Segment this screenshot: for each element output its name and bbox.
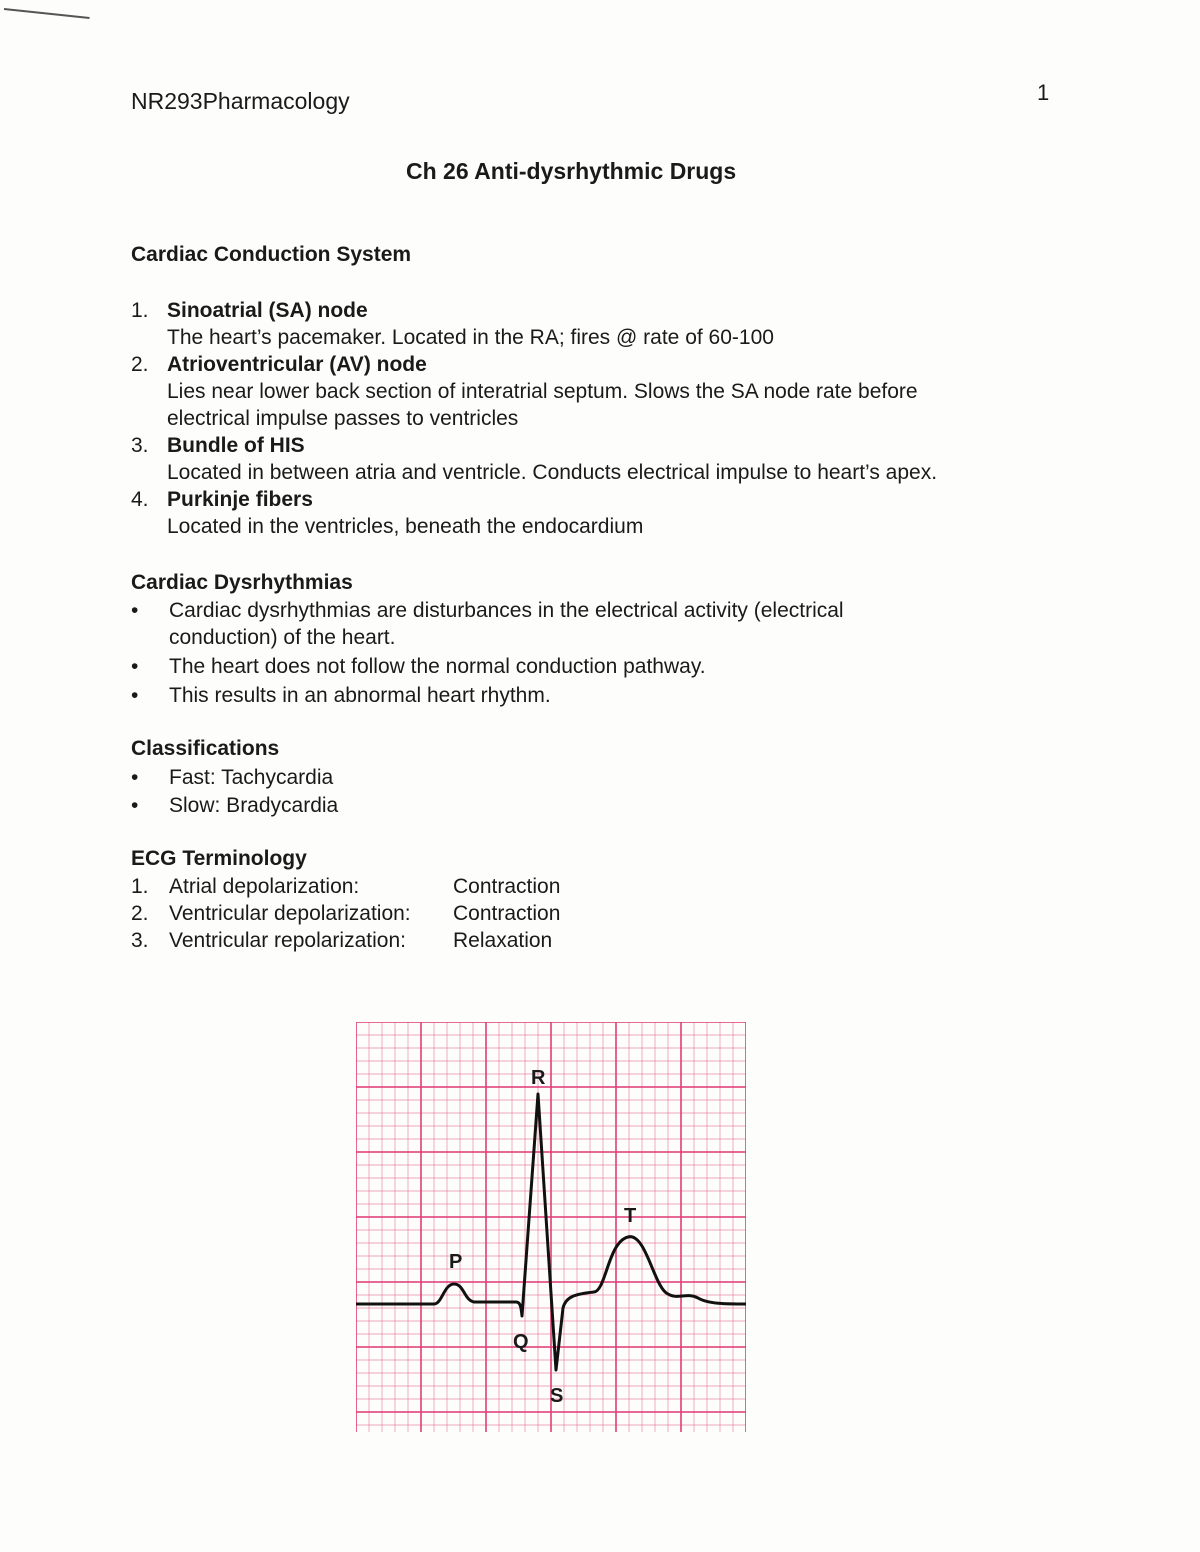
conduction-item bbox=[131, 432, 937, 486]
scan-artifact-line bbox=[4, 8, 90, 19]
heading-classifications: Classifications bbox=[131, 737, 280, 760]
heading-conduction-system: Cardiac Conduction System bbox=[131, 243, 412, 266]
conduction-list bbox=[131, 297, 937, 540]
term-row bbox=[131, 927, 560, 954]
bullet-item bbox=[131, 653, 844, 680]
course-header: NR293Pharmacology bbox=[131, 88, 350, 114]
ecg-grid bbox=[356, 1022, 746, 1432]
item-desc: Located in between atria and ventricle. Conducts electrical impulse to heart’s apex. bbox=[167, 461, 938, 484]
document-title: Ch 26 Anti-dysrhythmic Drugs bbox=[406, 158, 737, 184]
wave-label-q: Q bbox=[513, 1331, 529, 1353]
wave-label-p: P bbox=[449, 1251, 463, 1273]
term-value: Relaxation bbox=[453, 929, 553, 952]
term-label: Ventricular depolarization: bbox=[169, 902, 411, 925]
dysrhythmias-list bbox=[131, 597, 844, 709]
bullet-dot: • bbox=[131, 794, 139, 817]
list-number: 2. bbox=[131, 902, 149, 925]
bullet-text: Slow: Bradycardia bbox=[169, 794, 339, 817]
item-title: Bundle of HIS bbox=[167, 434, 305, 457]
bullet-item bbox=[131, 682, 844, 709]
conduction-item bbox=[131, 486, 937, 540]
term-label: Ventricular repolarization: bbox=[169, 929, 406, 952]
bullet-item bbox=[131, 597, 844, 651]
bullet-dot: • bbox=[131, 599, 139, 622]
list-number: 4. bbox=[131, 488, 149, 511]
bullet-text: Cardiac dysrhythmias are disturbances in the electrical activity (electrical bbox=[169, 599, 844, 622]
wave-label-s: S bbox=[550, 1385, 564, 1407]
bullet-dot: • bbox=[131, 684, 139, 707]
bullet-dot: • bbox=[131, 766, 139, 789]
page-number: 1 bbox=[1037, 80, 1050, 105]
list-number: 1. bbox=[131, 299, 149, 322]
term-value: Contraction bbox=[453, 875, 561, 898]
list-number: 3. bbox=[131, 929, 149, 952]
heading-dysrhythmias: Cardiac Dysrhythmias bbox=[131, 571, 353, 594]
conduction-item bbox=[131, 297, 937, 351]
ecg-waveform-figure bbox=[356, 1022, 746, 1432]
list-number: 1. bbox=[131, 875, 149, 898]
bullet-text: The heart does not follow the normal conduction pathway. bbox=[169, 655, 706, 678]
bullet-item bbox=[131, 764, 338, 791]
ecg-terminology-list bbox=[131, 873, 560, 954]
term-row bbox=[131, 873, 560, 900]
term-label: Atrial depolarization: bbox=[169, 875, 360, 898]
wave-label-r: R bbox=[531, 1067, 546, 1089]
item-desc: Lies near lower back section of interatrial septum. Slows the SA node rate before bbox=[167, 380, 918, 403]
bullet-text: This results in an abnormal heart rhythm. bbox=[169, 684, 551, 707]
item-title: Atrioventricular (AV) node bbox=[167, 353, 427, 376]
classifications-list bbox=[131, 764, 338, 819]
bullet-dot: • bbox=[131, 655, 139, 678]
item-desc: electrical impulse passes to ventricles bbox=[167, 407, 519, 430]
term-row bbox=[131, 900, 560, 927]
term-value: Contraction bbox=[453, 902, 561, 925]
item-desc: The heart’s pacemaker. Located in the RA; fires @ rate of 60-100 bbox=[167, 326, 774, 349]
item-title: Sinoatrial (SA) node bbox=[167, 299, 368, 322]
bullet-text: Fast: Tachycardia bbox=[169, 766, 334, 789]
bullet-text: conduction) of the heart. bbox=[169, 626, 396, 649]
item-desc: Located in the ventricles, beneath the endocardium bbox=[167, 515, 644, 538]
heading-ecg-terminology: ECG Terminology bbox=[131, 847, 307, 870]
list-number: 3. bbox=[131, 434, 149, 457]
wave-label-t: T bbox=[624, 1205, 637, 1227]
item-title: Purkinje fibers bbox=[167, 488, 313, 511]
list-number: 2. bbox=[131, 353, 149, 376]
conduction-item bbox=[131, 351, 937, 432]
bullet-item bbox=[131, 792, 338, 819]
